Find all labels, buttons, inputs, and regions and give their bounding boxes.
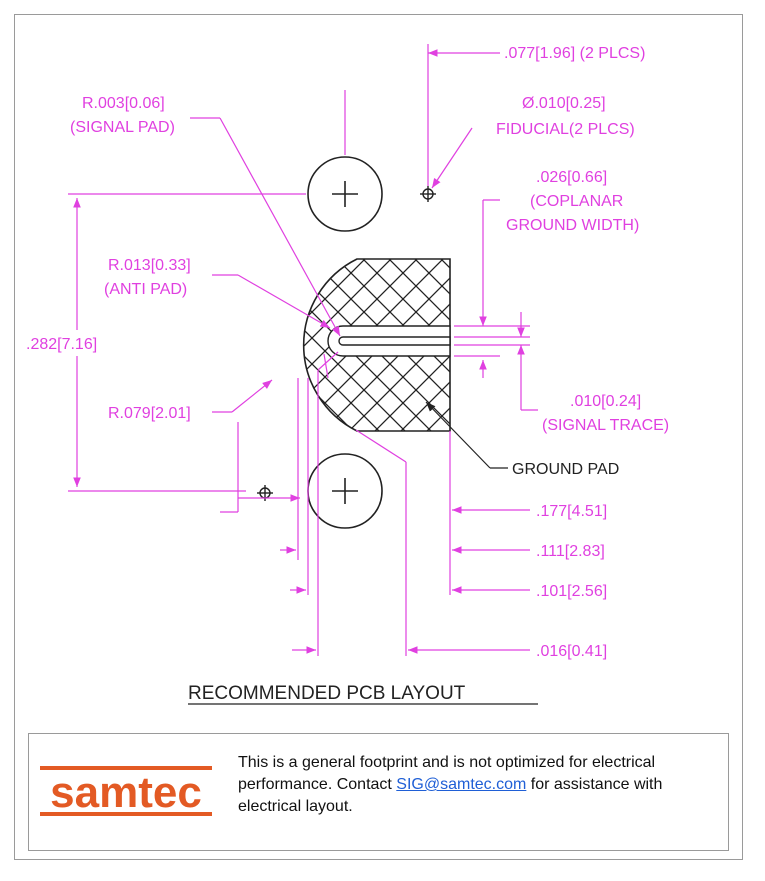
dim-177-label: .177[4.51] xyxy=(536,503,608,520)
ground-pad-shape xyxy=(304,259,450,431)
anti-pad-label: (ANTI PAD) xyxy=(104,281,188,298)
dim-101-label: .101[2.56] xyxy=(536,583,608,600)
coplanar-label-2: GROUND WIDTH) xyxy=(506,217,640,234)
dim-111-label: .111[2.83] xyxy=(536,543,605,560)
logo-wordmark: samtec xyxy=(50,768,202,816)
note-text-after: for assistance with electrical layout. xyxy=(238,776,663,815)
fiducial-diameter-label: Ø.010[0.25] xyxy=(522,95,606,112)
ground-pad-label: GROUND PAD xyxy=(512,461,620,478)
coplanar-width-label: .026[0.66] xyxy=(536,169,608,186)
email-link[interactable]: SIG@samtec.com xyxy=(396,776,527,793)
fiducial-label: FIDUCIAL(2 PLCS) xyxy=(496,121,635,138)
dim-016-label: .016[0.41] xyxy=(536,643,608,660)
coplanar-label-1: (COPLANAR xyxy=(530,193,624,210)
outer-radius-label: R.079[2.01] xyxy=(108,405,191,422)
mounting-hole-top xyxy=(308,157,382,231)
signal-pad-label: (SIGNAL PAD) xyxy=(70,119,175,136)
signal-trace-width-label: .010[0.24] xyxy=(570,393,642,410)
samtec-logo xyxy=(40,766,212,816)
height-label: .282[7.16] xyxy=(26,336,98,353)
mounting-hole-bottom xyxy=(308,454,382,528)
signal-trace-label: (SIGNAL TRACE) xyxy=(542,417,670,434)
signal-pad-radius-label: R.003[0.06] xyxy=(82,95,165,112)
drawing-title: RECOMMENDED PCB LAYOUT xyxy=(188,683,466,704)
pitch-label: .077[1.96] (2 PLCS) xyxy=(504,45,646,62)
anti-pad-radius-label: R.013[0.33] xyxy=(108,257,191,274)
note-text-before: This is a general footprint and is not optimized for electrical performance. Contact xyxy=(238,754,656,793)
fiducial-top xyxy=(420,186,436,202)
note-text xyxy=(238,752,708,818)
